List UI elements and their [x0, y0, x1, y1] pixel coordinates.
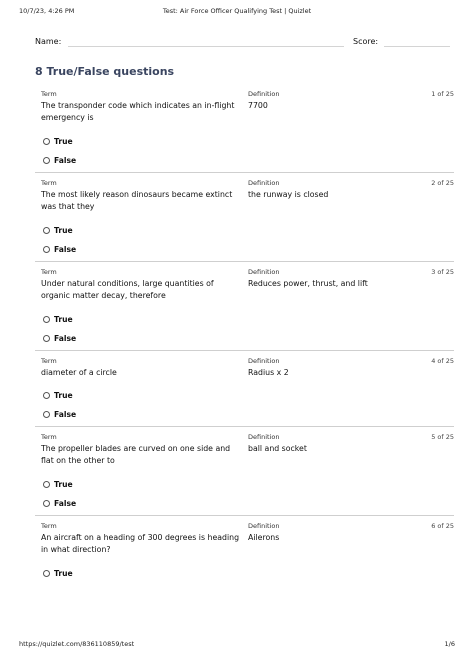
false-option-label: False — [54, 498, 77, 508]
true-option-label: True — [54, 479, 73, 489]
definition-label: Definition — [248, 433, 280, 441]
radio-icon[interactable] — [43, 246, 50, 253]
question-term: Under natural conditions, large quantities of organic matter decay, therefore — [41, 279, 214, 300]
score-field[interactable] — [384, 46, 450, 47]
question-number: 1 of 25 — [431, 90, 454, 98]
false-option-label: False — [54, 155, 77, 165]
definition-label: Definition — [248, 90, 280, 98]
radio-icon[interactable] — [43, 227, 50, 234]
false-option-label: False — [54, 409, 77, 419]
question-card — [35, 179, 454, 267]
section-title: 8 True/False questions — [35, 65, 175, 78]
question-term: The propeller blades are curved on one side and flat on the other to — [41, 444, 231, 465]
term-label: Term — [41, 522, 57, 530]
term-label: Term — [41, 433, 57, 441]
question-card — [35, 357, 454, 433]
name-field[interactable] — [68, 46, 344, 47]
divider — [35, 261, 454, 262]
question-number: 3 of 25 — [431, 268, 454, 276]
false-option-label: False — [54, 333, 77, 343]
false-option[interactable] — [43, 498, 76, 508]
divider — [35, 172, 454, 173]
question-definition: Radius x 2 — [248, 368, 289, 377]
print-title: Test: Air Force Officer Qualifying Test | Quizlet — [162, 7, 312, 15]
true-option[interactable] — [43, 225, 73, 235]
true-option[interactable] — [43, 136, 73, 146]
definition-label: Definition — [248, 522, 280, 530]
question-card — [35, 433, 454, 521]
divider — [35, 350, 454, 351]
question-card — [35, 268, 454, 356]
question-term: The transponder code which indicates an in-flight emergency is — [41, 101, 235, 122]
true-option-label: True — [54, 225, 73, 235]
question-number: 4 of 25 — [431, 357, 454, 365]
question-card — [35, 90, 454, 178]
false-option[interactable] — [43, 155, 76, 165]
question-definition: the runway is closed — [248, 190, 329, 199]
question-definition: Ailerons — [248, 533, 280, 542]
term-label: Term — [41, 268, 57, 276]
radio-icon[interactable] — [43, 138, 50, 145]
print-url: https://quizlet.com/836110859/test — [19, 640, 135, 648]
true-option-label: True — [54, 314, 73, 324]
radio-icon[interactable] — [43, 335, 50, 342]
radio-icon[interactable] — [43, 316, 50, 323]
question-term: diameter of a circle — [41, 368, 117, 377]
true-option[interactable] — [43, 479, 73, 489]
radio-icon[interactable] — [43, 411, 50, 418]
true-option-label: True — [54, 568, 73, 578]
question-term: The most likely reason dinosaurs became extinct was that they — [41, 190, 233, 211]
question-definition: 7700 — [248, 101, 268, 110]
true-option-label: True — [54, 136, 73, 146]
radio-icon[interactable] — [43, 392, 50, 399]
question-definition: Reduces power, thrust, and lift — [248, 279, 368, 288]
page-number: 1/6 — [444, 640, 455, 648]
question-number: 2 of 25 — [431, 179, 454, 187]
question-definition: ball and socket — [248, 444, 307, 453]
true-option[interactable] — [43, 314, 73, 324]
question-card — [35, 522, 454, 602]
name-label: Name: — [35, 37, 62, 46]
radio-icon[interactable] — [43, 157, 50, 164]
term-label: Term — [41, 179, 57, 187]
question-term: An aircraft on a heading of 300 degrees is heading in what direction? — [41, 533, 240, 554]
print-datetime: 10/7/23, 4:26 PM — [19, 7, 75, 15]
definition-label: Definition — [248, 357, 280, 365]
divider — [35, 426, 454, 427]
definition-label: Definition — [248, 179, 280, 187]
question-number: 6 of 25 — [431, 522, 454, 530]
true-option-label: True — [54, 390, 73, 400]
term-label: Term — [41, 90, 57, 98]
score-label: Score: — [353, 37, 379, 46]
divider — [35, 515, 454, 516]
false-option[interactable] — [43, 333, 76, 343]
radio-icon[interactable] — [43, 570, 50, 577]
definition-label: Definition — [248, 268, 280, 276]
term-label: Term — [41, 357, 57, 365]
radio-icon[interactable] — [43, 500, 50, 507]
radio-icon[interactable] — [43, 481, 50, 488]
question-number: 5 of 25 — [431, 433, 454, 441]
true-option[interactable] — [43, 390, 73, 400]
true-option[interactable] — [43, 568, 73, 578]
false-option-label: False — [54, 244, 77, 254]
false-option[interactable] — [43, 244, 76, 254]
false-option[interactable] — [43, 409, 76, 419]
